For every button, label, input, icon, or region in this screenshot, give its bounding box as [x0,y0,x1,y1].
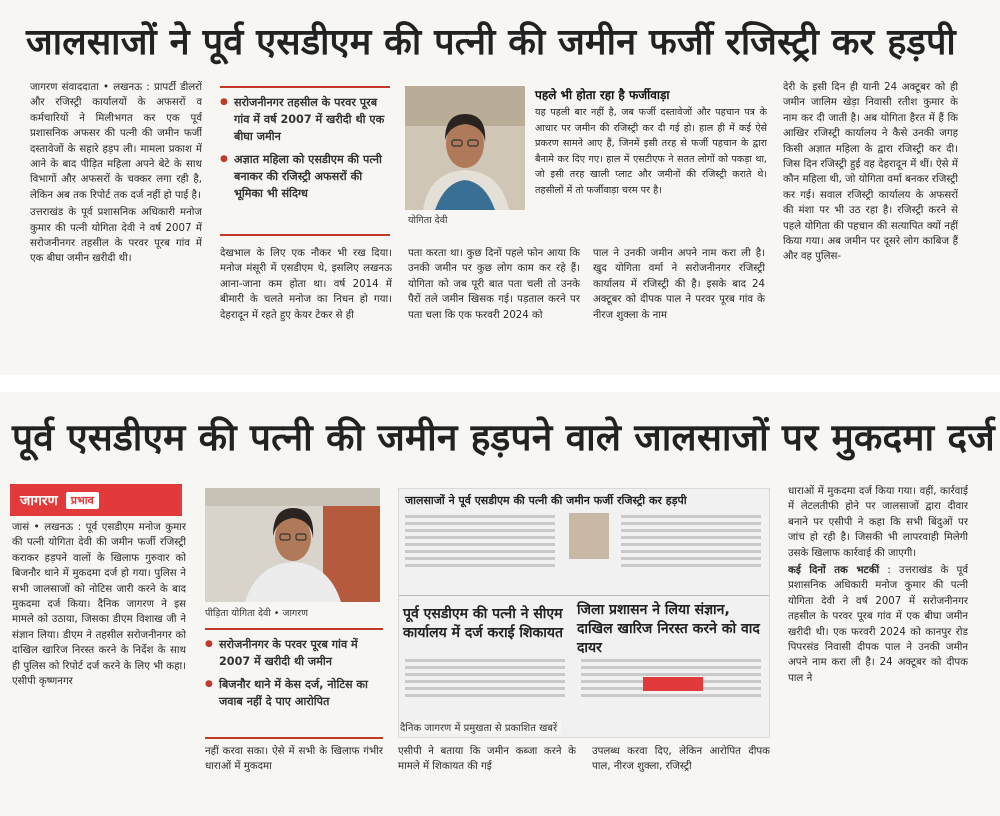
news-clipping-1 [0,0,1000,375]
news-clipping-2 [0,392,1000,816]
clipping-2-column-5 [788,484,968,810]
clipping-1-column-3: पता करता था। कुछ दिनों पहले फोन आया कि उनकी जमीन पर कुछ लोग काम कर रहे हैं। योगिता को जब पूरी बात पता चली तो उनके पैरों तले जमीन खिसक गई। पड़ताल करने पर पता चला कि एक फरवरी 2024 को [408,248,580,321]
clipping-1-highlights [220,86,390,208]
clipping-separator [0,375,1000,392]
clipping-1-highlight-1: ● सरोजनीनगर तहसील के परवर पूरब गांव में वर्ष 2007 में खरीदी थी एक बीघा जमीन [220,94,390,145]
featured-clippings-collage [398,488,770,738]
clipping-2-subhead: कई दिनों तक भटकीं [788,565,880,577]
clipping-1-divider [220,234,390,236]
clipping-1-column-5: देरी के इसी दिन ही यानी 24 अक्टूबर को ही जमीन जालिम खेड़ा निवासी रतीश कुमार के नाम कर दी जाती है। अब योगिता हैरत में हैं कि आखिर रजिस्ट्री कार्यालय ने कैसे उनकी जगह किसी अज्ञात महिला के द्वारा रजिस्ट्री कर दी। जिस दिन रजिस्ट्री हुई वह देहरादून में थीं। ऐसे में कौन महिला थी, जो योगिता वर्मा बनकर रजिस्ट्री कर गई। सवाल रजिस्ट्री कार्यालय के अफसरों की मंशा पर भी उठ रहा है। रजिस्ट्री करने से पहले योगिता की पहचान की सत्यापित क्यों नहीं किया गया। अब जमीन पर दूसरे लोग काबिज हैं और वह पुलिस- [783,82,958,263]
collage-caption: दैनिक जागरण में प्रमुखता से प्रकाशित खबरें [400,720,561,734]
clipping-1-highlight-2: ● अज्ञात महिला को एसडीएम की पत्नी बनाकर की रजिस्ट्री अफसरों की भूमिका भी संदिग्ध [220,151,390,202]
clipping-1-column-4: पाल ने उनकी जमीन अपने नाम करा ली है। खुद योगिता वर्मा ने सरोजनीनगर रजिस्ट्री कार्यालय में रजिस्ट्री की है। इसके बाद 24 अक्टूबर को दीपक पाल ने परवर पूरब गांव के नीरज शुक्ला के नाम [593,248,765,321]
clipping-2-column-4: उपलब्ध करवा दिए, लेकिन आरोपित दीपक पाल, नीरज शुक्ला, रजिस्ट्री [592,746,770,773]
collage-headline-2: पूर्व एसडीएम की पत्नी ने सीएम कार्यालय में दर्ज कराई शिकायत [403,606,564,641]
collage-text-lines [405,515,555,571]
clipping-2-highlight-1: ● सरोजनीनगर के परवर पूरब गांव में 2007 में खरीदी थी जमीन [205,636,383,670]
clipping-2-photo [205,488,380,602]
clipping-1-photo [405,86,525,210]
clipping-2-column-2: नहीं करवा सका। ऐसे में सभी के खिलाफ गंभीर धाराओं में मुकदमा [205,746,383,773]
jagran-prabhav-logo [10,484,182,516]
clipping-1-column-1 [30,80,202,370]
clipping-2-photo-caption: पीड़िता योगिता देवी • जागरण [205,608,309,619]
collage-thumbnail [569,513,609,559]
logo-tag: प्रभाव [66,492,99,509]
clipping-1-headline: जालसाजों ने पूर्व एसडीएम की पत्नी की जमीन फर्जी रजिस्ट्री कर हड़पी [26,22,956,63]
clipping-1-sidebar-title: पहले भी होता रहा है फर्जीवाड़ा [535,88,670,102]
collage-headline-1: जालसाजों ने पूर्व एसडीएम की पत्नी की जमीन फर्जी रजिस्ट्री कर हड़पी [405,494,687,507]
clipping-2-headline: पूर्व एसडीएम की पत्नी की जमीन हड़पने वाले जालसाजों पर मुकदमा दर्ज [12,416,995,459]
logo-text: जागरण [20,492,58,509]
clipping-2-col5-para-2: : उत्तराखंड के पूर्व प्रशासनिक अधिकारी मनोज कुमार की पत्नी योगिता देवी ने वर्ष 2007 में सरोजनीनगर तहसील के परवर पूरब गांव में एक बीघा जमीन खरीदी थी। एक फरवरी 2024 को कानपुर रोड पिपरसंड निवासी दीपक पाल ने उनकी जमीन अपने नाम करा ली है। 24 अक्टूबर को दीपक पाल ने [788,565,968,684]
clipping-1-photo-caption: योगिता देवी [408,215,448,226]
clipping-2-column-1: जासं • लखनऊ : पूर्व एसडीएम मनोज कुमार की पत्नी योगिता देवी की जमीन फर्जी रजिस्ट्री कराकर हड़पने वालों के खिलाफ गुरुवार को बिजनौर थाने में मुकदमा दर्ज हो गया। पुलिस ने सभी जालसाजों को नोटिस जारी करने के बाद मुकदमा दर्ज किया। दैनिक जागरण ने इस मामले को उठाया, जिसका डीएम विशाख जी ने संज्ञान लिया। डीएम ने तहसील सरोजनीनगर को दाखिल खारिज निरस्त करने के निर्देश के साथ ही पुलिस को रिपोर्ट दर्ज करने के लिए भी कहा। एसीपी कृष्णनगर [12,522,186,688]
collage-headline-3: जिला प्रशासन ने लिया संज्ञान, दाखिल खारिज निरस्त करने को वाद दायर [577,602,760,656]
collage-text-lines-2 [621,515,761,571]
clipping-1-sidebar-text: यह पहली बार नहीं है, जब फर्जी दस्तावेजों और पहचान पत्र के आधार पर जमीन की रजिस्ट्री कर दी गई हो। हाल ही में कई ऐसे प्रकरण सामने आए हैं, जिनमें इसी तरह से फर्जी पहचान के द्वारा बैनामे कर दिए गए। हाल में एसटीएफ ने सतत लोगों को पकड़ा था, जो इसी तरह खाली प्लाट और जमीनों की रजिस्ट्री कराते थे। तहसीलों में तो फर्जीवाड़ा चरम पर है। [535,107,767,196]
clipping-2-col5-para-1: धाराओं में मुकदमा दर्ज किया गया। वहीं, कार्रवाई में लेटलतीफी होने पर जालसाजों द्वारा दीवार बनाने पर एसीपी ने कहा कि सभी बिंदुओं पर जांच हो रही है। जिसकी भी लापरवाही मिलेगी उसके खिलाफ कार्रवाई की जाएगी। [788,486,968,559]
clipping-2-column-3: एसीपी ने बताया कि जमीन कब्जा करने के मामले में शिकायत की गई [398,746,576,773]
clipping-1-column-2: देखभाल के लिए एक नौकर भी रख दिया। मनोज मंसूरी में एसडीएम थे, इसलिए लखनऊ आना-जाना कम होता था। वर्ष 2014 में बीमारी के चलते मनोज का निधन हो गया। देहरादून में रहते हुए केयर टेकर से ही [220,248,392,321]
clipping-2-highlight-2: ● बिजनौर थाने में केस दर्ज, नोटिस का जवाब नहीं दे पाए आरोपित [205,676,383,710]
clipping-2-highlights [205,628,383,716]
clipping-2-divider [205,737,383,739]
collage-logo-strip [643,677,703,691]
clipping-1-col1-para-2: उत्तराखंड के पूर्व प्रशासनिक अधिकारी मनोज कुमार की पत्नी योगिता देवी ने वर्ष 2007 में सरोजनीनगर तहसील के परवर पूरब गांव में एक बीघा जमीन खरीदी थी। [30,207,202,265]
clipping-1-col1-para-1: जागरण संवाददाता • लखनऊ : प्रापर्टी डीलरों और रजिस्ट्री कार्यालयों के अफसरों व कर्मचारियों ने मिलीभगत कर एक पूर्व प्रशासनिक अफसर की पत्नी की जमीन फर्जी दस्तावेजों के सहारे हड़प ली। मामला प्रकाश में आने के बाद पीड़ित महिला अपने बेटे के साथ विभागों और अफसरों के चक्कर लगा रही है, लेकिन अब तक रिपोर्ट तक दर्ज नहीं हो पाई है। [30,82,202,201]
